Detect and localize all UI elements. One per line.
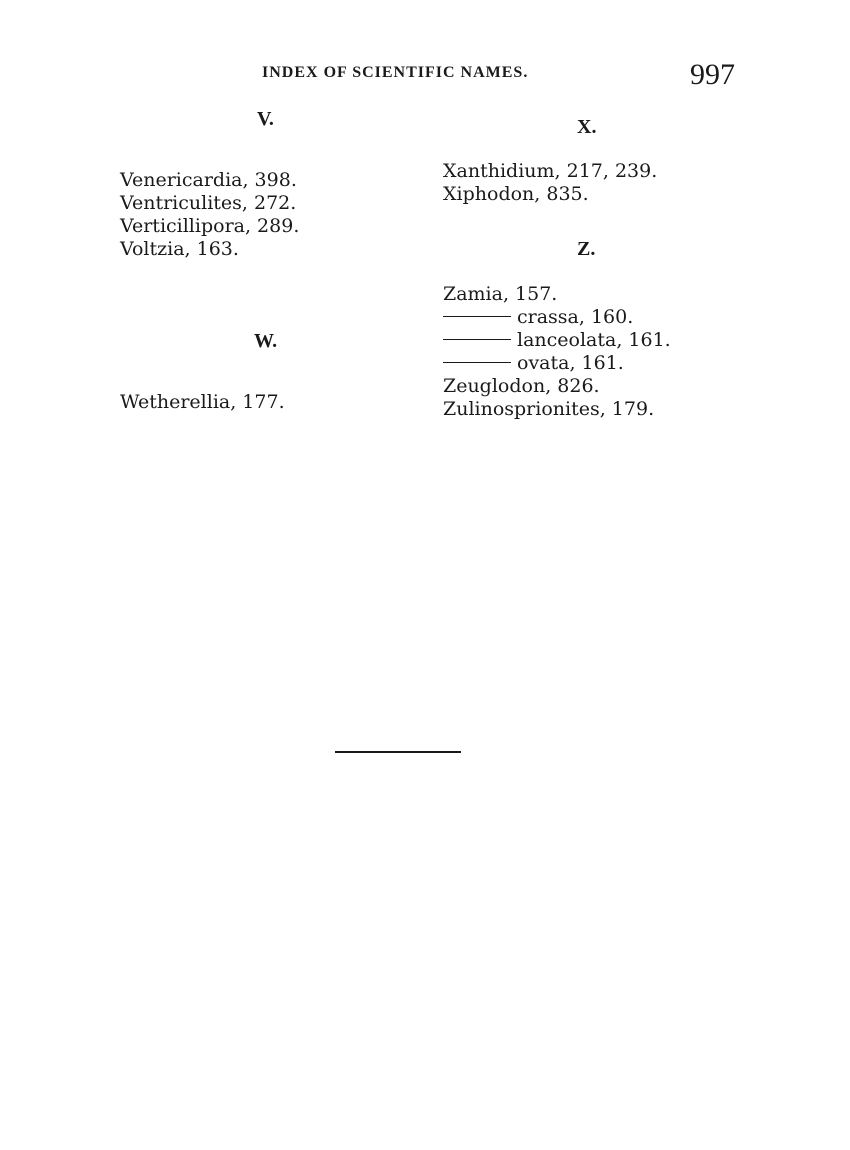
- section-heading-v: V.: [257, 108, 274, 130]
- index-entry-zeuglodon: Zeuglodon, 826.: [443, 375, 600, 397]
- subentry-label: ovata, 161.: [517, 352, 624, 374]
- section-w-entries: [120, 391, 285, 414]
- index-entry-zamia: Zamia, 157.: [443, 283, 558, 305]
- index-entry-xiphodon: Xiphodon, 835.: [443, 183, 589, 205]
- index-entry-venericardia: Venericardia, 398.: [120, 169, 297, 191]
- index-subentry-crassa: [443, 306, 671, 329]
- index-entry-xanthidium: Xanthidium, 217, 239.: [443, 160, 658, 182]
- section-v-entries: [120, 169, 299, 261]
- section-heading-w: W.: [254, 330, 278, 352]
- ditto-dash: [443, 362, 511, 363]
- section-x-entries: [443, 160, 657, 206]
- index-entry-voltzia: Voltzia, 163.: [120, 238, 239, 260]
- index-entry-wetherellia: Wetherellia, 177.: [120, 391, 285, 413]
- index-subentry-ovata: [443, 352, 671, 375]
- closing-rule: [335, 751, 461, 753]
- index-entry-ventriculites: Ventriculites, 272.: [120, 192, 297, 214]
- section-heading-z: Z.: [577, 238, 596, 260]
- page-number: 997: [690, 58, 735, 91]
- ditto-dash: [443, 316, 511, 317]
- section-heading-x: X.: [577, 116, 597, 138]
- index-entry-verticillipora: Verticillipora, 289.: [120, 215, 300, 237]
- index-entry-zulinosprionites: Zulinosprionites, 179.: [443, 398, 655, 420]
- subentry-label: crassa, 160.: [517, 306, 634, 328]
- subentry-label: lanceolata, 161.: [517, 329, 671, 351]
- ditto-dash: [443, 339, 511, 340]
- index-subentry-lanceolata: [443, 329, 671, 352]
- running-head-title: INDEX OF SCIENTIFIC NAMES.: [262, 64, 529, 81]
- section-z-entries: [443, 283, 671, 421]
